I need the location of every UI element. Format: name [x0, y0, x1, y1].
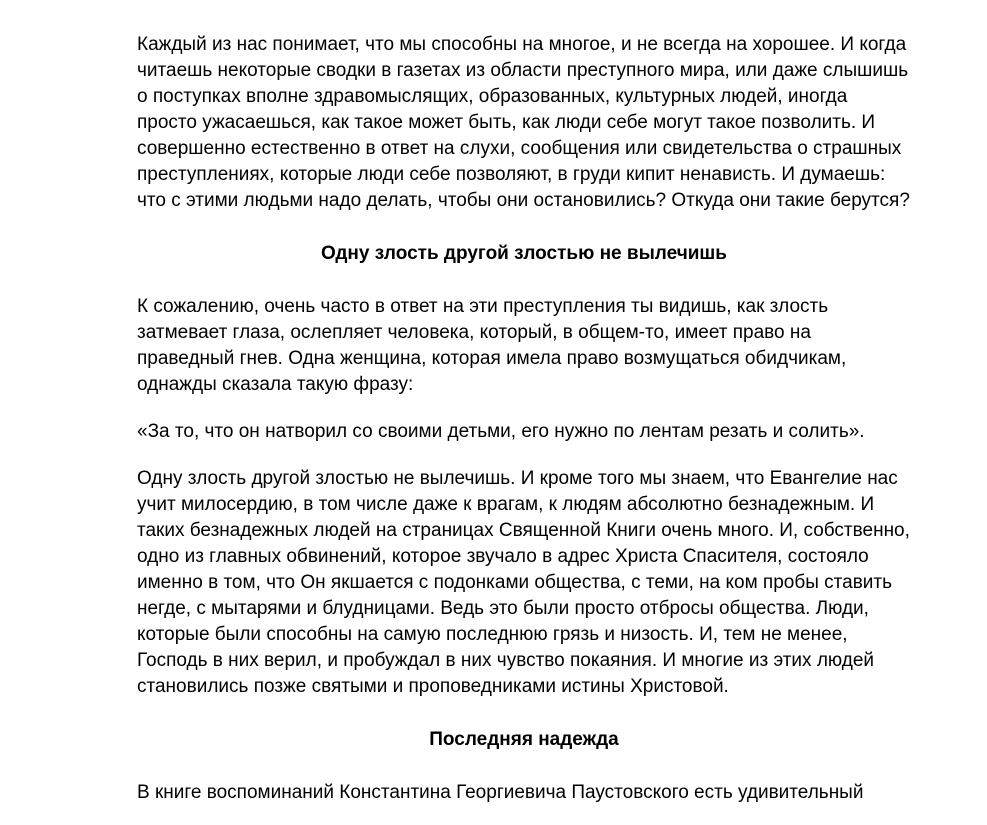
paragraph-paustovsky: В книге воспоминаний Константина Георгиевича Паустовского есть удивительный — [137, 782, 864, 803]
paragraph-quote: «За то, что он натворил со своими детьми, его нужно по лентам резать и солить». — [137, 421, 865, 442]
section-heading-last-hope: Последняя надежда — [429, 729, 619, 750]
paragraph-intro: Каждый из нас понимает, что мы способны на многое, и не всегда на хорошее. И когда читаешь некоторые сводки в газетах из области преступного мира, или даже слышишь о поступках вполне здравомыслящих, образованных, культурных людей, иногда просто ужасаешься, как такое может быть, как люди себе могут такое позволить. И совершенно естественно в ответ на слухи, сообщения или свидетельства о страшных преступлениях, которые люди себе позволяют, в груди кипит ненависть. И думаешь: что с этими людьми надо делать, чтобы они остановились? Откуда они такие берутся? — [137, 34, 910, 211]
paragraph-regret: К сожалению, очень часто в ответ на эти преступления ты видишь, как злость затмевает глаза, ослепляет человека, который, в общем-то, имеет право на праведный гнев. Одна женщина, которая имела право возмущаться обидчикам, однажды сказала такую фразу: — [137, 296, 847, 395]
paragraph-gospel: Одну злость другой злостью не вылечишь. И кроме того мы знаем, что Евангелие нас учит милосердию, в том числе даже к врагам, к людям абсолютно безнадежным. И таких безнадежных людей на страницах Священной Книги очень много. И, собственно, одно из главных обвинений, которое звучало в адрес Христа Спасителя, состояло именно в том, что Он якшается с подонками общества, с теми, на ком пробы ставить негде, с мытарями и блудницами. Ведь это были просто отбросы общества. Люди, которые были способны на самую последнюю грязь и низость. И, тем не менее, Господь в них верил, и пробуждал в них чувство покаяния. И многие из этих людей становились позже святыми и проповедниками истины Христовой. — [137, 468, 910, 697]
section-heading-anger: Одну злость другой злостью не вылечишь — [321, 243, 727, 264]
